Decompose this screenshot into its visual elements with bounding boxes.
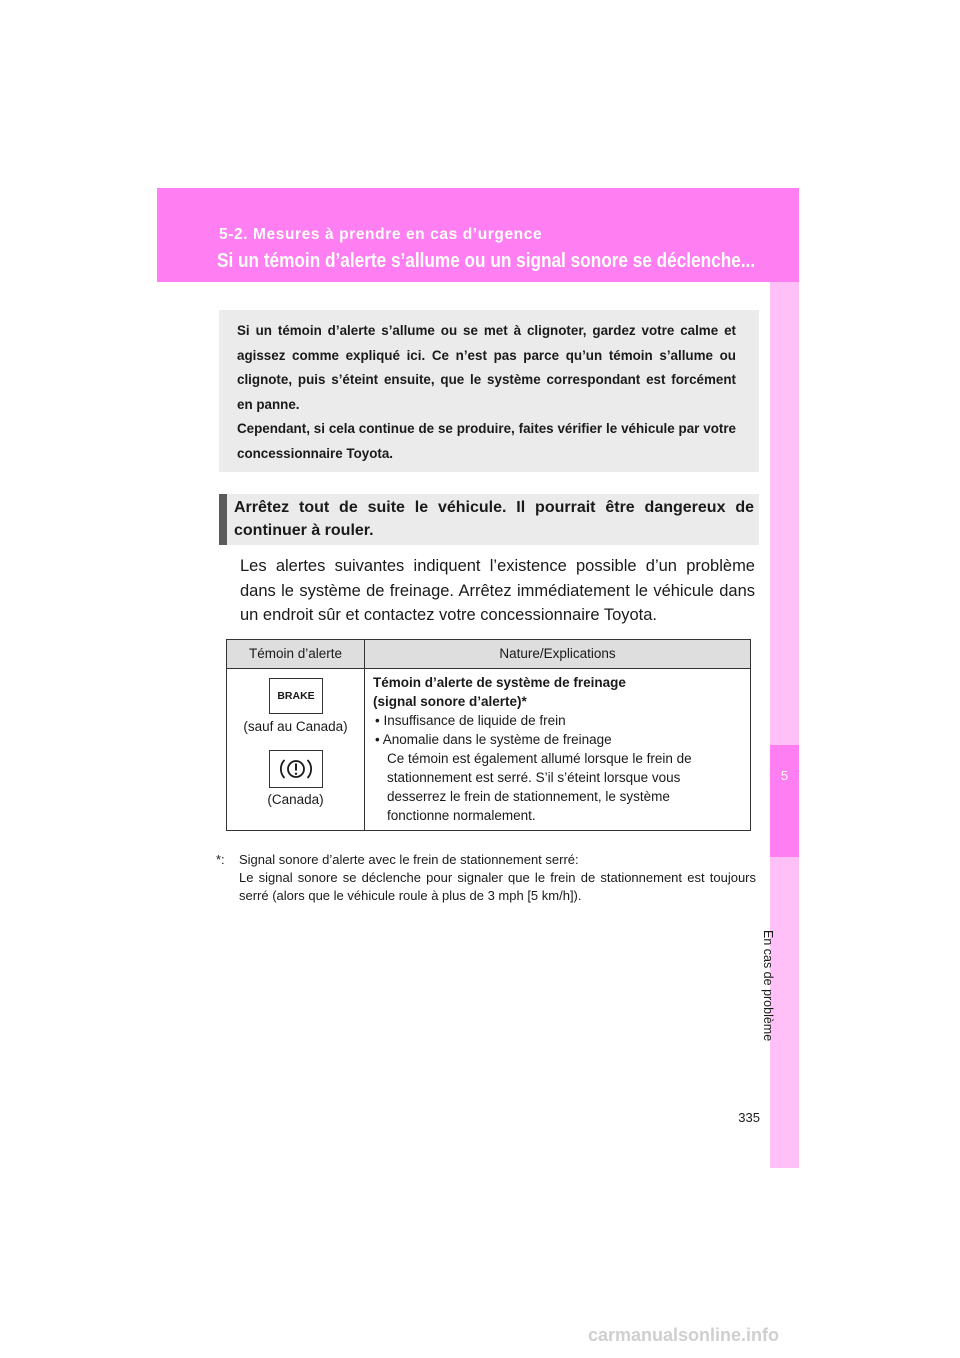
exclamation-icon-caption: (Canada) [267, 792, 324, 807]
table-description [373, 673, 745, 825]
watermark: carmanualsonline.info [588, 1325, 780, 1345]
brake-icon-caption: (sauf au Canada) [243, 719, 348, 734]
brake-exclamation-icon [269, 750, 323, 788]
intro-paragraph-2: Cependant, si cela continue de se produire, faites vérifier le véhicule par votre concessionnaire Toyota. [237, 421, 736, 461]
footnote-mark: *: [216, 852, 225, 867]
description-title-1: Témoin d’alerte de système de freinage [373, 675, 626, 690]
description-sub-3: desserrez le frein de stationnement, le système [387, 789, 670, 804]
description-sub-1: Ce témoin est également allumé lorsque le frein de [387, 751, 692, 766]
page-title: Si un témoin d’alerte s’allume ou un signal sonore se déclenche... [217, 250, 756, 272]
description-title-2: (signal sonore d’alerte)* [373, 694, 527, 709]
description-sub-2: stationnement est serré. S’il s’éteint lorsque vous [387, 770, 681, 785]
table-column-divider [364, 640, 365, 830]
warning-bar [219, 494, 759, 545]
section-label: 5-2. Mesures à prendre en cas d’urgence [219, 226, 543, 243]
intro-paragraph-1: Si un témoin d’alerte s’allume ou se met à clignoter, gardez votre calme et agissez comme expliqué ici. Ce n’est pas parce qu’un témoin s’allume ou clignote, puis s’éteint ensuite, que le système correspondant est forcément en panne. [237, 323, 736, 412]
description-sub-4: fonctionne normalement. [387, 808, 536, 823]
chapter-number: 5 [780, 768, 789, 783]
footnote-line-1: Signal sonore d’alerte avec le frein de stationnement serré: [239, 852, 579, 867]
page-number: 335 [738, 1110, 760, 1125]
chapter-title: En cas de problème [761, 930, 775, 1042]
intro-box [219, 310, 759, 472]
description-bullet-2: • Anomalie dans le système de freinage [375, 732, 612, 747]
brake-warning-icon: BRAKE [269, 678, 323, 714]
footnote [216, 851, 756, 905]
chapter-number-box [770, 745, 799, 857]
table-header-explanations: Nature/Explications [499, 646, 616, 661]
warning-light-table [226, 639, 751, 831]
warning-text: Arrêtez tout de suite le véhicule. Il pourrait être dangereux de continuer à rouler. [234, 499, 754, 539]
footnote-line-2: Le signal sonore se déclenche pour signaler que le frein de stationnement est toujours serré (alors que le véhicule roule à plus de 3 mph [5 km/h]). [239, 870, 756, 903]
description-bullet-1: • Insuffisance de liquide de frein [375, 713, 566, 728]
table-header-light: Témoin d’alerte [248, 646, 343, 661]
table-header-row [227, 640, 750, 669]
warning-accent [219, 494, 227, 545]
body-paragraph: Les alertes suivantes indiquent l’existence possible d’un problème dans le système de freinage. Arrêtez immédiatement le véhicule dans un endroit sûr et contactez votre concessionnaire Toyota. [240, 557, 755, 624]
